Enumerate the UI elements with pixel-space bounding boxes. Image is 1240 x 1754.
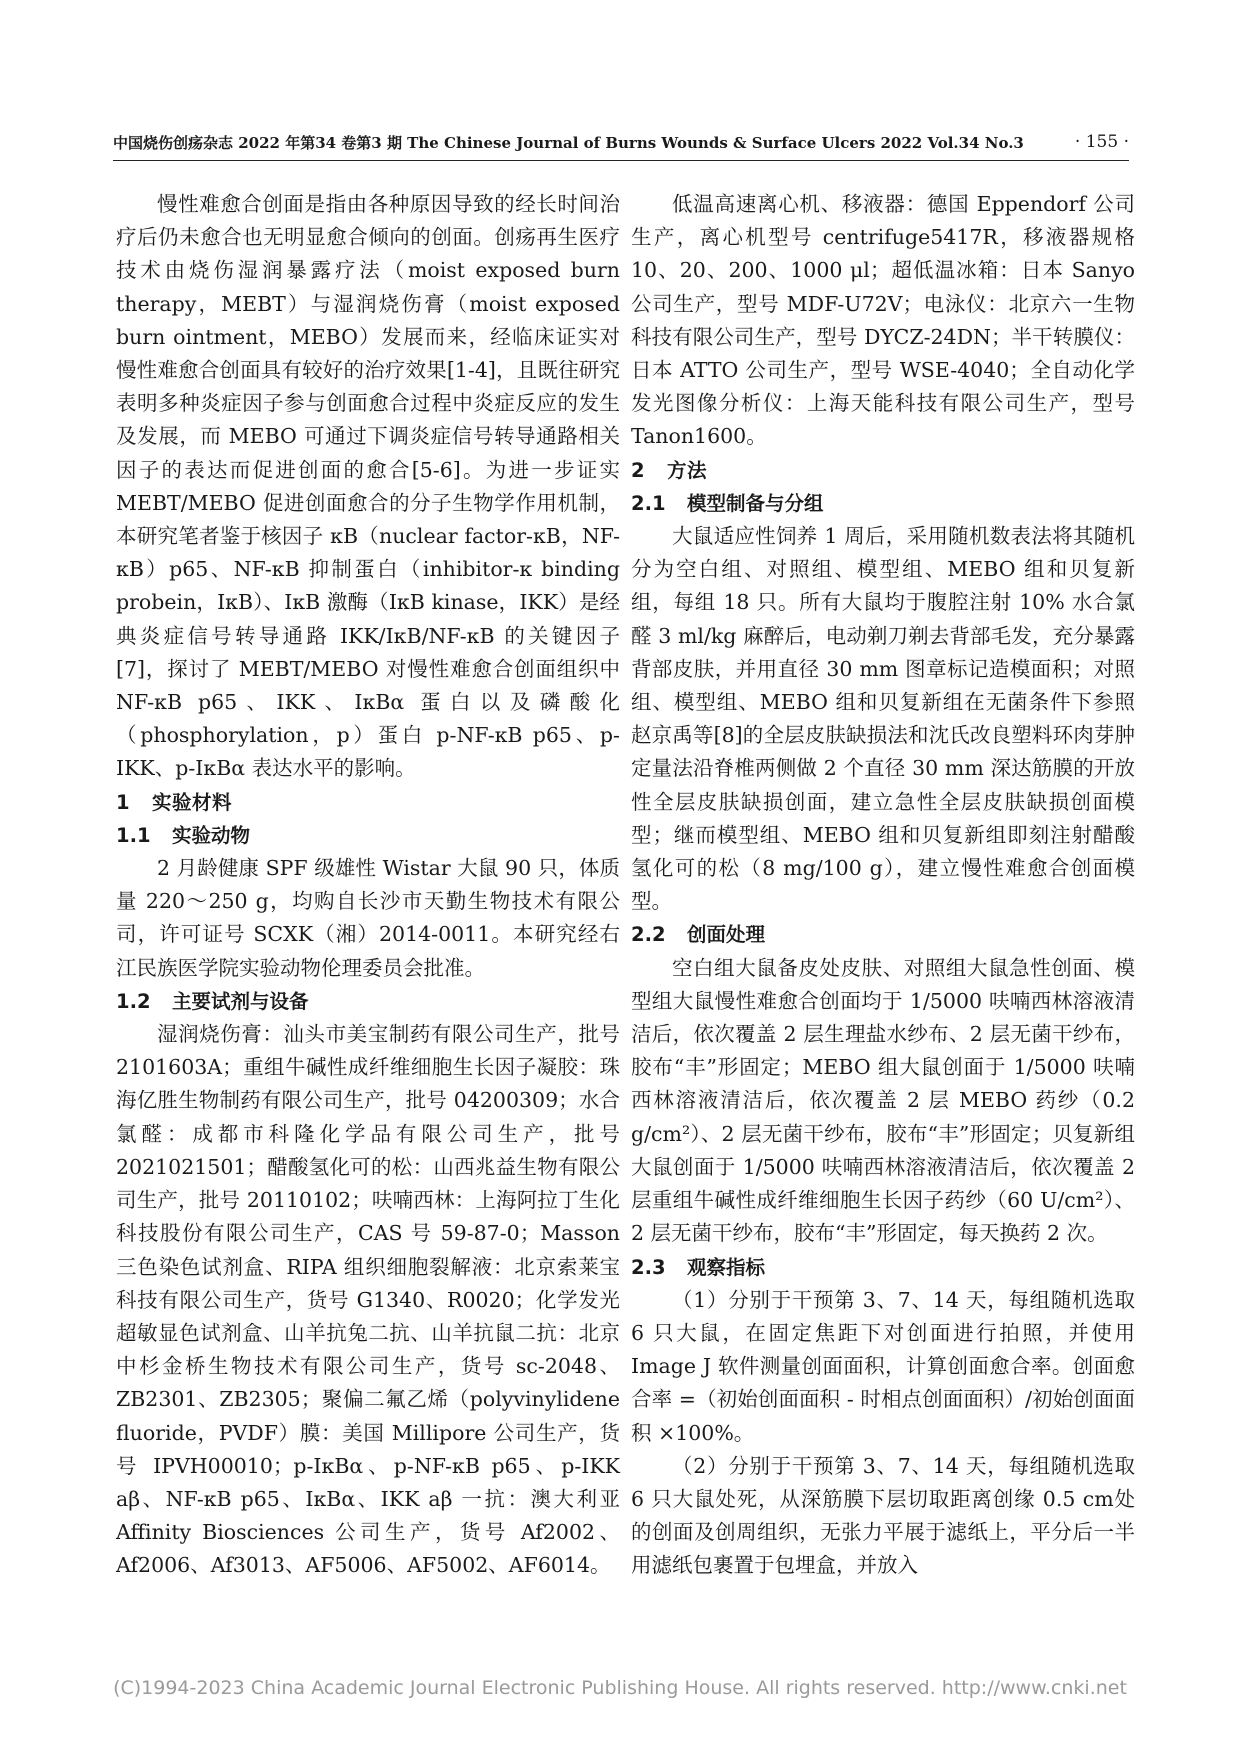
paragraph: 2 月龄健康 SPF 级雄性 Wistar 大鼠 90 只，体质量 220～250 g，均购自长沙市天勤生物技术有限公司，许可证号 SCXK（湘）2014-0011。本研究经右江民族医学院实验动物伦理委员会批准。 — [116, 856, 620, 980]
paragraph: （1）分别于干预第 3、7、14 天，每组随机选取 6 只大鼠，在固定焦距下对创面进行拍照，并使用 Image J 软件测量创面面积，计算创面愈合率。创面愈合率 =（初始创面面积 - 时相点创面面积）/初始创面面积 ×100%。 — [631, 1287, 1135, 1445]
subsection-heading — [116, 819, 620, 852]
heading-number: 1.1 — [116, 823, 151, 847]
paragraph: 慢性难愈合创面是指由各种原因导致的经长时间治疗后仍未愈合也无明显愈合倾向的创面。创疡再生医疗技术由烧伤湿润暴露疗法（moist exposed burn therapy，MEBT）与湿润烧伤膏（moist exposed burn ointment，MEBO）发展而来，经临床证实对慢性难愈合创面具有较好的治疗效果[1-4]，且既往研究表明多种炎症因子参与创面愈合过程中炎症反应的发生及发展，而 MEBO 可通过下调炎症信号转导通路相关因子的表达而促进创面的愈合[5-6]。为进一步证实 MEBT/MEBO 促进创面愈合的分子生物学作用机制，本研究笔者鉴于核因子 κB（nuclear factor-κB，NF-κB）p65、NF-κB 抑制蛋白（inhibitor-κ binding probein，IκB）、IκB 激酶（IκB kinase，IKK）是经典炎症信号转导通路 IKK/IκB/NF-κB 的关键因子[7]，探讨了 MEBT/MEBO 对慢性难愈合创面组织中 NF-κB p65、IKK、IκBα 蛋白以及磷酸化（phosphorylation，p）蛋白 p-NF-κB p65、p-IKK、p-IκBα 表达水平的影响。 — [116, 192, 620, 781]
running-header — [113, 130, 1129, 161]
subsection-heading — [116, 985, 620, 1018]
left-column — [116, 188, 620, 1583]
heading-number: 2.2 — [631, 923, 666, 947]
page-number: · 155 · — [1074, 132, 1129, 152]
heading-title: 观察指标 — [687, 1255, 766, 1279]
journal-citation: 中国烧伤创疡杂志 2022 年第34 卷第3 期 The Chinese Journal of Burns Wounds & Surface Ulcers 2022 Vol.34 No.3 — [113, 134, 1024, 152]
paragraph: 大鼠适应性饲养 1 周后，采用随机数表法将其随机分为空白组、对照组、模型组、MEBO 组和贝复新组，每组 18 只。所有大鼠均于腹腔注射 10% 水合氯醛 3 ml/kg 麻醉后，电动剃刀剃去背部毛发，充分暴露背部皮肤，并用直径 30 mm 图章标记造模面积；对照组、模型组、MEBO 组和贝复新组在无菌条件下参照赵京禹等[8]的全层皮肤缺损法和沈氏改良塑料环肉芽肿定量法沿脊椎两侧做 2 个直径 30 mm 深达筋膜的开放性全层皮肤缺损创面，建立急性全层皮肤缺损创面模型；继而模型组、MEBO 组和贝复新组即刻注射醋酸氢化可的松（8 mg/100 g），建立慢性难愈合创面模型。 — [631, 524, 1135, 914]
heading-title: 实验动物 — [172, 823, 251, 847]
paragraph: （2）分别于干预第 3、7、14 天，每组随机选取 6 只大鼠处死，从深筋膜下层切取距离创缘 0.5 cm处的创面及创周组织，无张力平展于滤纸上，平分后一半用滤纸包裹置于包埋盒，并放入 — [631, 1453, 1135, 1578]
right-column — [631, 188, 1135, 1583]
subsection-heading — [631, 1251, 1135, 1284]
heading-title: 主要试剂与设备 — [172, 989, 309, 1013]
paragraph: 空白组大鼠备皮处皮肤、对照组大鼠急性创面、模型组大鼠慢性难愈合创面均于 1/5000 呋喃西林溶液清洁后，依次覆盖 2 层生理盐水纱布、2 层无菌干纱布，胶布“丰”形固定；MEBO 组大鼠创面于 1/5000 呋喃西林溶液清洁后，依次覆盖 2 层 MEBO 药纱（0.2 g/cm²）、2 层无菌干纱布，胶布“丰”形固定；贝复新组大鼠创面于 1/5000 呋喃西林溶液清洁后，依次覆盖 2 层重组牛碱性成纤维细胞生长因子药纱（60 U/cm²）、2 层无菌干纱布，胶布“丰”形固定，每天换药 2 次。 — [631, 955, 1135, 1246]
heading-number: 2 — [631, 458, 646, 482]
section-heading — [116, 786, 620, 819]
subsection-heading — [631, 918, 1135, 951]
heading-title: 创面处理 — [687, 923, 766, 947]
heading-number: 2.1 — [631, 491, 666, 515]
section-heading — [631, 454, 1135, 487]
subsection-heading — [631, 487, 1135, 520]
heading-title: 实验材料 — [152, 790, 233, 814]
paragraph: 低温高速离心机、移液器：德国 Eppendorf 公司生产，离心机型号 centrifuge5417R，移液器规格 10、20、200、1000 μl；超低温冰箱：日本 Sanyo 公司生产，型号 MDF-U72V；电泳仪：北京六一生物科技有限公司生产，型号 DYCZ-24DN；半干转膜仪：日本 ATTO 公司生产，型号 WSE-4040；全自动化学发光图像分析仪：上海天能科技有限公司生产，型号 Tanon1600。 — [631, 192, 1135, 449]
copyright-footer: (C)1994-2023 China Academic Journal Electronic Publishing House. All rights reserved. http://www.cnki.net — [113, 1677, 1127, 1699]
heading-number: 1 — [116, 790, 131, 814]
heading-title: 模型制备与分组 — [687, 491, 824, 515]
paragraph: 湿润烧伤膏：汕头市美宝制药有限公司生产，批号 2101603A；重组牛碱性成纤维细胞生长因子凝胶：珠海亿胜生物制药有限公司生产，批号 04200309；水合氯醛：成都市科隆化学品有限公司生产，批号 2021021501；醋酸氢化可的松：山西兆益生物有限公司生产，批号 20110102；呋喃西林：上海阿拉丁生化科技股份有限公司生产，CAS 号 59-87-0；Masson 三色染色试剂盒、RIPA 组织细胞裂解液：北京索莱宝科技有限公司生产，货号 G1340、R0020；化学发光超敏显色试剂盒、山羊抗兔二抗、山羊抗鼠二抗：北京中杉金桥生物技术有限公司生产，货号 sc-2048、ZB2301、ZB2305；聚偏二氟乙烯（polyvinylidene fluoride，PVDF）膜：美国 Millipore 公司生产，货号 IPVH00010；p-IκBα、p-NF-κB p65、p-IKK aβ、NF-κB p65、IκBα、IKK aβ 一抗：澳大利亚 Affinity Biosciences 公司生产，货号 Af2002、Af2006、Af3013、AF5006、AF5002、AF6014。 — [116, 1022, 620, 1578]
heading-number: 2.3 — [631, 1255, 666, 1279]
heading-number: 1.2 — [116, 989, 151, 1013]
heading-title: 方法 — [667, 458, 708, 482]
